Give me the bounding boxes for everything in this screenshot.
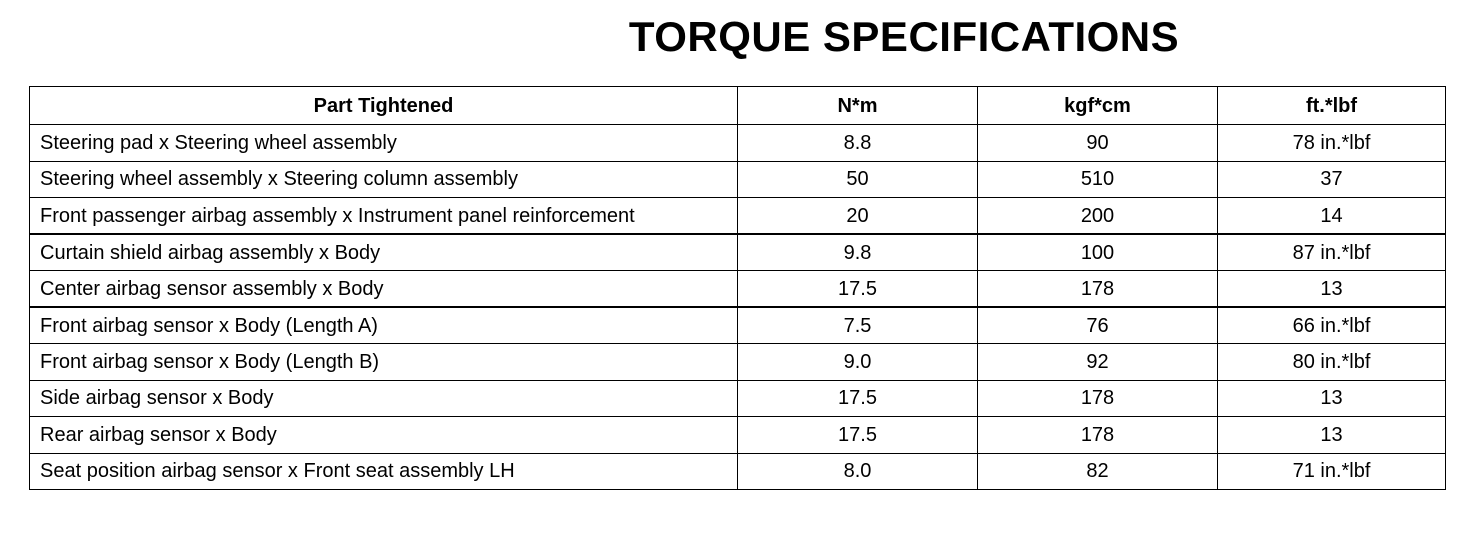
torque-specifications-table	[29, 86, 1446, 490]
kgf-cell: 90	[978, 125, 1218, 162]
ft-cell: 71 in.*lbf	[1218, 453, 1446, 490]
part-cell: Front airbag sensor x Body (Length B)	[30, 344, 738, 381]
ft-cell: 13	[1218, 380, 1446, 417]
nm-cell: 7.5	[738, 307, 978, 344]
nm-cell: 17.5	[738, 380, 978, 417]
nm-cell: 8.8	[738, 125, 978, 162]
ft-cell: 80 in.*lbf	[1218, 344, 1446, 381]
table-row	[30, 344, 1446, 381]
part-cell: Steering wheel assembly x Steering column assembly	[30, 161, 738, 198]
ft-cell: 37	[1218, 161, 1446, 198]
ft-cell: 78 in.*lbf	[1218, 125, 1446, 162]
table-row	[30, 198, 1446, 235]
kgf-cell: 76	[978, 307, 1218, 344]
ft-cell: 66 in.*lbf	[1218, 307, 1446, 344]
nm-cell: 17.5	[738, 417, 978, 454]
table-row	[30, 307, 1446, 344]
nm-cell: 8.0	[738, 453, 978, 490]
part-cell: Seat position airbag sensor x Front seat assembly LH	[30, 453, 738, 490]
ft-cell: 13	[1218, 271, 1446, 308]
part-cell: Steering pad x Steering wheel assembly	[30, 125, 738, 162]
header-nm: N*m	[738, 87, 978, 125]
table-row	[30, 453, 1446, 490]
part-cell: Rear airbag sensor x Body	[30, 417, 738, 454]
table-row	[30, 271, 1446, 308]
kgf-cell: 178	[978, 380, 1218, 417]
ft-cell: 13	[1218, 417, 1446, 454]
table-row	[30, 380, 1446, 417]
nm-cell: 9.0	[738, 344, 978, 381]
nm-cell: 20	[738, 198, 978, 235]
ft-cell: 87 in.*lbf	[1218, 234, 1446, 271]
table-row	[30, 417, 1446, 454]
part-cell: Center airbag sensor assembly x Body	[30, 271, 738, 308]
kgf-cell: 200	[978, 198, 1218, 235]
nm-cell: 9.8	[738, 234, 978, 271]
kgf-cell: 82	[978, 453, 1218, 490]
page-title: TORQUE SPECIFICATIONS	[628, 13, 1180, 60]
header-ft-lbf: ft.*lbf	[1218, 87, 1446, 125]
table-row	[30, 161, 1446, 198]
part-cell: Front airbag sensor x Body (Length A)	[30, 307, 738, 344]
nm-cell: 17.5	[738, 271, 978, 308]
table-row	[30, 234, 1446, 271]
nm-cell: 50	[738, 161, 978, 198]
kgf-cell: 510	[978, 161, 1218, 198]
part-cell: Front passenger airbag assembly x Instrument panel reinforcement	[30, 198, 738, 235]
kgf-cell: 92	[978, 344, 1218, 381]
title-area	[0, 0, 1472, 70]
table-row	[30, 125, 1446, 162]
table-header-row	[30, 87, 1446, 125]
ft-cell: 14	[1218, 198, 1446, 235]
header-kgf-cm: kgf*cm	[978, 87, 1218, 125]
header-part-tightened: Part Tightened	[30, 87, 738, 125]
kgf-cell: 178	[978, 417, 1218, 454]
part-cell: Side airbag sensor x Body	[30, 380, 738, 417]
kgf-cell: 178	[978, 271, 1218, 308]
kgf-cell: 100	[978, 234, 1218, 271]
part-cell: Curtain shield airbag assembly x Body	[30, 234, 738, 271]
